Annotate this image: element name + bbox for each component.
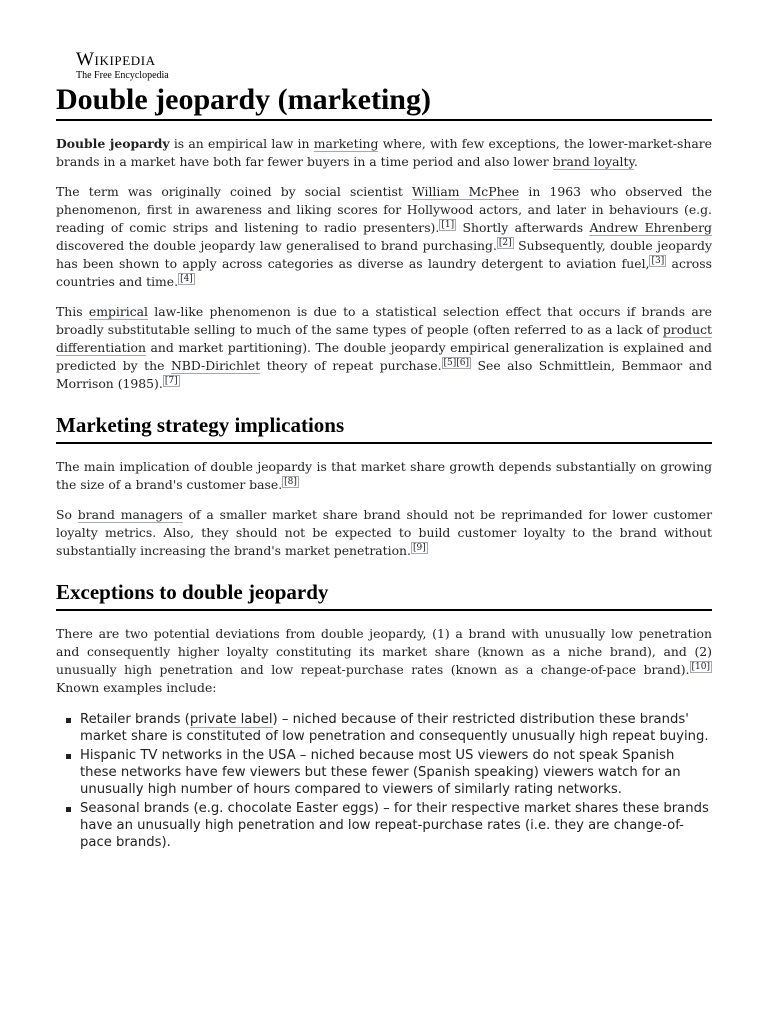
article-page <box>56 50 712 853</box>
citation-3[interactable]: [3] <box>651 255 665 266</box>
text: So <box>56 507 78 522</box>
text: is an empirical law in <box>169 136 314 151</box>
text: The term was originally coined by social scientist <box>56 184 412 199</box>
section-heading-marketing-strategy: Marketing strategy implications <box>56 411 712 444</box>
citation-1[interactable]: [1] <box>441 219 455 230</box>
list-item <box>56 747 712 798</box>
intro-paragraph-3 <box>56 303 712 393</box>
text: There are two potential deviations from double jeopardy, (1) a brand with unusually low penetration and consequently higher loyalty constituting its market share (known as a niche brand), and (2) unusually high penetration and low repeat-purchase rates (known as a change-of-pace brand). <box>56 626 712 677</box>
section-heading-exceptions: Exceptions to double jeopardy <box>56 578 712 611</box>
text: where, with few exceptions, the lower-market-share brands in a market have both far fewer buyers in a time period and also lower <box>56 136 713 169</box>
link-brand-managers[interactable]: brand managers <box>77 507 183 522</box>
link-william-mcphee[interactable]: William McPhee <box>411 184 520 199</box>
wikipedia-logo[interactable] <box>76 50 712 81</box>
link-andrew-ehrenberg[interactable]: Andrew Ehrenberg <box>589 220 712 235</box>
text: of a smaller market share brand should not be reprimanded for lower customer loyalty metrics. Also, they should not be expected to build customer loyalty to the brand without substantially increasing the brand's market penetration. <box>56 507 712 558</box>
text: law-like phenomenon is due to a statistical selection effect that occurs if brands are broadly substitutable selling to much of the same types of people (often referred to as a lack of <box>56 304 712 337</box>
citation-4[interactable]: [4] <box>180 273 193 284</box>
link-product-differentiation[interactable]: product differentiation <box>56 322 712 355</box>
link-nbd-dirichlet[interactable]: NBD-Dirichlet <box>170 358 261 373</box>
page-title: Double jeopardy (marketing) <box>56 83 712 121</box>
citation-10[interactable]: [10] <box>691 661 710 672</box>
text: discovered the double jeopardy law generalised to brand purchasing. <box>56 238 497 253</box>
list-item <box>56 711 712 745</box>
section1-paragraph-1 <box>56 458 712 494</box>
text: across countries and time. <box>56 256 712 289</box>
link-marketing[interactable]: marketing <box>313 136 379 151</box>
intro-paragraph-2 <box>56 183 712 291</box>
text: Seasonal brands (e.g. chocolate Easter eggs) – for their respective market shares these brands have an unusually high penetration and low repeat-purchase rates (i.e. they are change-of-pace brands). <box>80 801 709 850</box>
text: Hispanic TV networks in the USA – niched because most US viewers do not speak Spanish these networks have few viewers but these fewer (Spanish speaking) viewers watch for an unusually high number of hours compared to viewers of similarly rating networks. <box>80 748 681 797</box>
text: The main implication of double jeopardy is that market share growth depends substantially on growing the size of a brand's customer base. <box>56 459 712 492</box>
section2-paragraph-1 <box>56 625 712 697</box>
citation-7[interactable]: [7] <box>164 375 178 386</box>
text: Subsequently, double jeopardy has been shown to apply across categories as diverse as laundry detergent to aviation fuel, <box>56 238 712 271</box>
citation-5-6[interactable]: [5][6] <box>443 357 470 368</box>
text: This <box>56 304 89 319</box>
text: in 1963 who observed the phenomenon, first in awareness and liking scores for Hollywood actors, and later in behaviours (e.g. reading of comic strips and listening to radio presenters). <box>56 184 712 235</box>
term-bold: Double jeopardy <box>56 136 170 151</box>
text: Retailer brands ( <box>80 712 190 727</box>
text: ) – niched because of their restricted distribution these brands' market share is constituted of low penetration and consequently unusually high repeat buying. <box>80 712 709 744</box>
intro-paragraph-1 <box>56 135 712 171</box>
link-empirical[interactable]: empirical <box>88 304 149 319</box>
text: theory of repeat purchase. <box>260 358 442 373</box>
list-item <box>56 800 712 851</box>
logo-wordmark: Wikipedia <box>76 49 156 70</box>
link-private-label[interactable]: private label <box>189 712 273 727</box>
link-brand-loyalty[interactable]: brand loyalty <box>552 154 634 169</box>
examples-list <box>56 711 712 851</box>
citation-8[interactable]: [8] <box>284 476 297 487</box>
text: Known examples include: <box>56 680 217 695</box>
citation-2[interactable]: [2] <box>498 237 512 248</box>
text: See also Schmittlein, Bemmaor and Morrison (1985). <box>56 358 712 391</box>
text: and market partitioning). The double jeopardy empirical generalization is explained and predicted by the <box>56 340 712 373</box>
text: Shortly afterwards <box>456 220 590 235</box>
section1-paragraph-2 <box>56 506 712 560</box>
text: . <box>633 154 638 169</box>
citation-9[interactable]: [9] <box>412 542 426 553</box>
logo-tagline: The Free Encyclopedia <box>76 70 169 81</box>
